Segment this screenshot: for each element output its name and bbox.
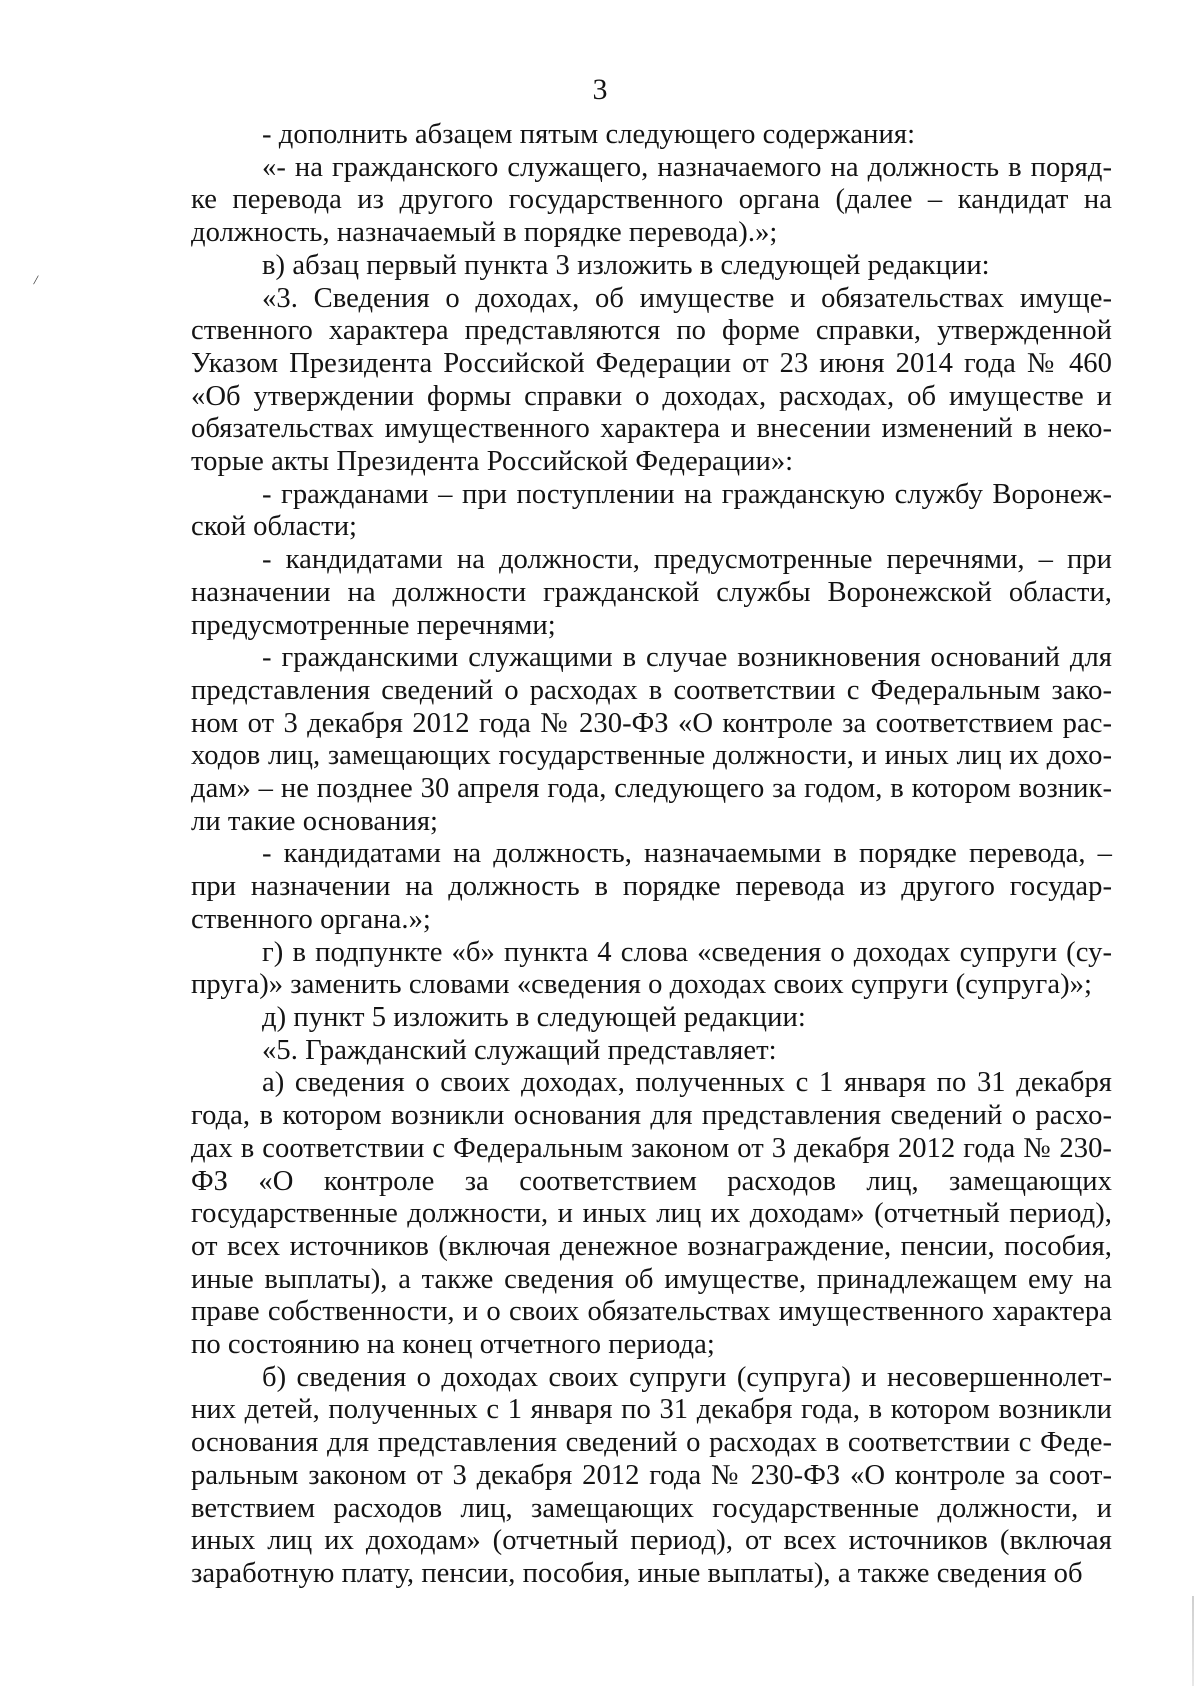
paragraph-10: д) пункт 5 изложить в следующей редакции: (262, 1001, 806, 1033)
paragraph-9: г) в подпункте «б» пункта 4 слова «сведения о доходах супруги (супруга)» заменить словами «сведения о доходах своих супруги (супруга)»; (191, 936, 1112, 1001)
paragraph-5: - гражданами – при поступлении на гражданскую службу Воронежской области; (191, 478, 1112, 543)
paragraph-1: - дополнить абзацем пятым следующего содержания: (262, 119, 916, 150)
paragraph-12: а) сведения о своих доходах, полученных с 1 января по 31 декабря года, в котором возникли основания для представления сведений о расходах в соответствии с Федеральным законом от 3 декабря 2012 года № 230-ФЗ «О контроле за соответствием расходов лиц, замещающих государственные должности, и иных лиц их доходам» (отчетный период), от всех источников (включая денежное вознаграждение, пенсии, пособия, иные выплаты), а также сведения об имуществе, принадлежащем ему на праве собственности, и о своих обязательствах имущественного характера по состоянию на конец отчетного периода; (191, 1067, 1112, 1361)
paragraph-2: «- на гражданского служащего, назначаемого на должность в порядке перевода из другого государственного органа (далее – кандидат на должность, назначаемый в порядке перевода).»; (191, 151, 1112, 249)
paragraph-13: б) сведения о доходах своих супруги (супруга) и несовершеннолетних детей, полученных с 1 января по 31 декабря года, в котором возникли основания для представления сведений о расходах в соответствии с Федеральным законом от 3 декабря 2012 года № 230-ФЗ «О контроле за соответствием расходов лиц, замещающих государственные должности, и иных лиц их доходам» (отчетный период), от всех источников (включая заработную плату, пенсии, пособия, иные выплаты), а также сведения об (191, 1361, 1112, 1589)
paragraph-8: - кандидатами на должность, назначаемыми в порядке перевода, – при назначении на должность в порядке перевода из другого государственного органа.»; (191, 838, 1112, 935)
body-text (191, 119, 1112, 1591)
paragraph-3: в) абзац первый пункта 3 изложить в следующей редакции: (262, 249, 990, 281)
scan-edge-line (1192, 1596, 1194, 1686)
paragraph-7: - гражданскими служащими в случае возникновения оснований для представления сведений о расходах в соответствии с Федеральным законом от 3 декабря 2012 года № 230-ФЗ «О контроле за соответствием расходов лиц, замещающих государственные должности, и иных лиц их доходам» – не позднее 30 апреля года, следующего за годом, в котором возникли такие основания; (191, 642, 1112, 837)
scan-mark: / (32, 273, 39, 289)
paragraph-4: «3. Сведения о доходах, об имуществе и обязательствах имущественного характера представляются по форме справки, утвержденной Указом Президента Российской Федерации от 23 июня 2014 года № 460 «Об утверждении формы справки о доходах, расходах, об имуществе и обязательствах имущественного характера и внесении изменений в некоторые акты Президента Российской Федерации»: (191, 282, 1112, 478)
paragraph-6: - кандидатами на должности, предусмотренные перечнями, – при назначении на должности гражданской службы Воронежской области, предусмотренные перечнями; (191, 544, 1112, 641)
paragraph-11: «5. Гражданский служащий представляет: (262, 1034, 777, 1066)
page-number: 3 (592, 73, 608, 106)
